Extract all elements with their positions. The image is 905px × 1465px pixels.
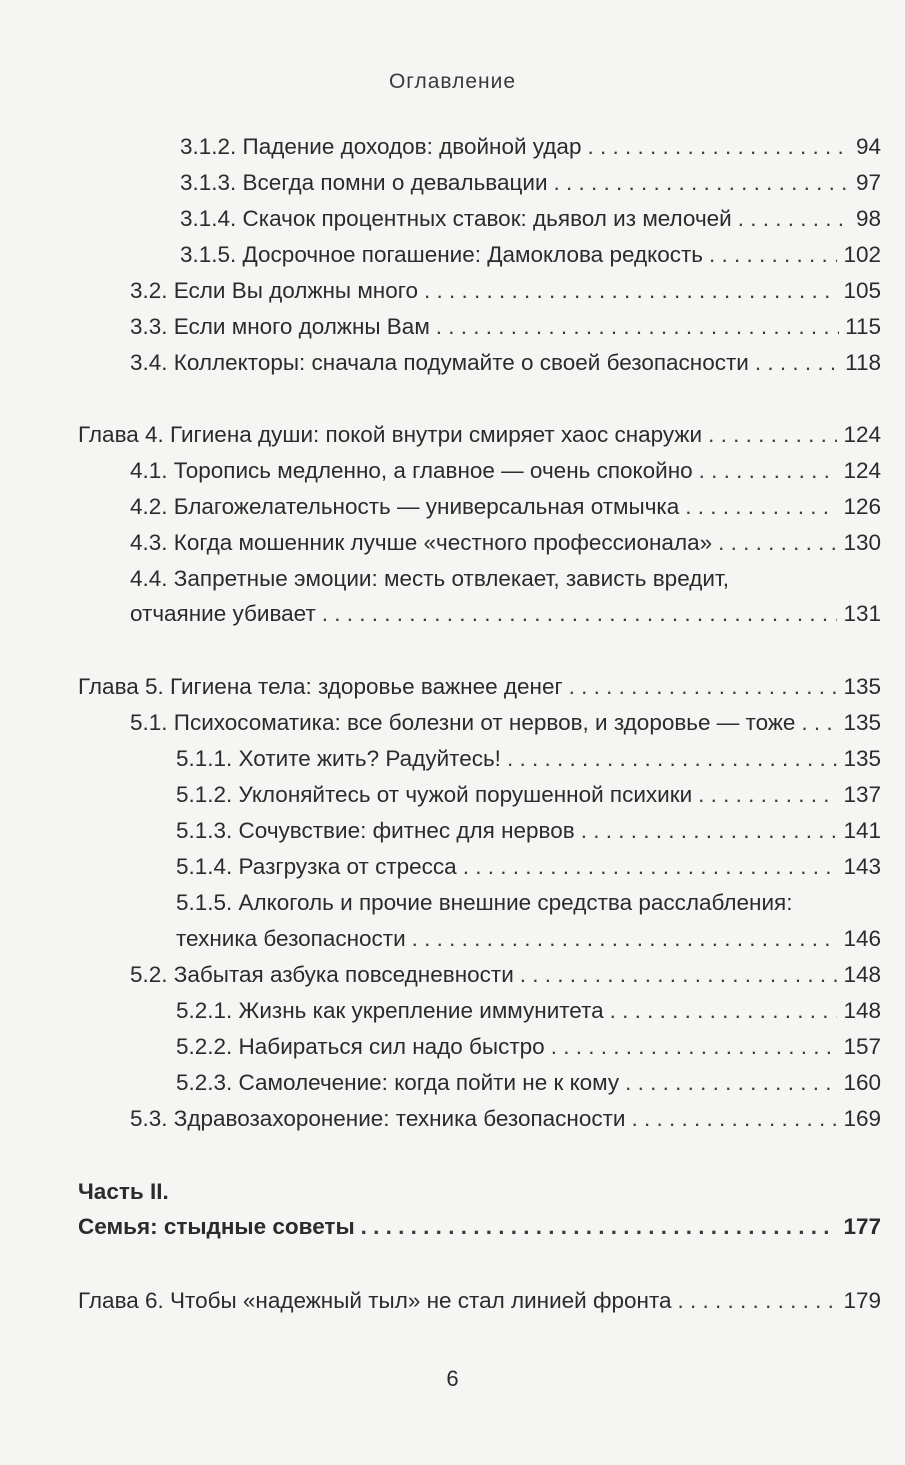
dot-leader (412, 923, 838, 955)
toc-entry-title: Семья: стыдные советы (78, 1214, 355, 1239)
toc-entry (176, 995, 881, 1027)
toc-entry (176, 923, 881, 955)
dot-leader (755, 347, 839, 379)
toc-entry-page: 94 (855, 134, 881, 159)
toc-entry-page: 148 (843, 998, 881, 1023)
toc-entry-page: 98 (855, 206, 881, 231)
dot-leader (463, 851, 838, 883)
toc-entry (180, 167, 881, 199)
toc-entry-title: 3.1.3. Всегда помни о девальвации (180, 170, 548, 195)
toc-entry (130, 491, 881, 523)
dot-leader (708, 419, 837, 451)
dot-leader (801, 707, 837, 739)
toc-entry (176, 1067, 881, 1099)
toc-entry (176, 743, 881, 775)
dot-leader (569, 671, 838, 703)
toc-entry-title: 3.1.4. Скачок процентных ставок: дьявол из мелочей (180, 206, 732, 231)
toc-entry (176, 1031, 881, 1063)
toc-entry-page: 97 (855, 170, 881, 195)
toc-entry-page: 177 (843, 1214, 881, 1239)
toc-entry-title: 3.1.2. Падение доходов: двойной удар (180, 134, 582, 159)
toc-entry-page: 148 (843, 962, 881, 987)
toc-entry-page: 130 (843, 530, 881, 555)
toc-entry-page: 135 (843, 746, 881, 771)
toc-entry-title: Глава 6. Чтобы «надежный тыл» не стал линией фронта (78, 1288, 672, 1313)
toc-entry-page: 141 (843, 818, 881, 843)
toc-entry (130, 959, 881, 991)
toc-entry-title: 3.2. Если Вы должны много (130, 278, 418, 303)
toc-entry-title-line1: 5.1.5. Алкоголь и прочие внешние средства расслабления: (176, 890, 793, 915)
toc-entry-page: 179 (843, 1288, 881, 1313)
toc-entry-title: 5.1.2. Уклоняйтесь от чужой порушенной психики (176, 782, 693, 807)
toc-entry-page: 135 (843, 674, 881, 699)
dot-leader (554, 167, 850, 199)
dot-leader (581, 815, 838, 847)
toc-entry-title: 5.3. Здравозахоронение: техника безопасности (130, 1106, 626, 1131)
toc-chapter-entry (78, 671, 881, 703)
toc-entry (130, 455, 881, 487)
dot-leader (361, 1211, 838, 1243)
toc-entry-page: 102 (843, 242, 881, 267)
toc-entry-page: 126 (843, 494, 881, 519)
dot-leader (322, 598, 838, 630)
toc-entry-page: 115 (845, 314, 881, 339)
toc-entry-title: 5.2.1. Жизнь как укрепление иммунитета (176, 998, 604, 1023)
dot-leader (738, 203, 850, 235)
toc-chapter-entry (78, 1285, 881, 1317)
toc-entry-title: 4.2. Благожелательность — универсальная отмычка (130, 494, 680, 519)
toc-entry (176, 815, 881, 847)
toc-entry-page: 169 (843, 1106, 881, 1131)
part-heading: Часть II. (78, 1179, 169, 1204)
toc-entry-title-line1: 4.4. Запретные эмоции: месть отвлекает, зависть вредит, (130, 566, 729, 591)
dot-leader (698, 779, 837, 811)
dot-leader (625, 1067, 837, 1099)
toc-entry-title: 5.2.2. Набираться сил надо быстро (176, 1034, 545, 1059)
toc-entry-title: 4.1. Торопись медленно, а главное — очень спокойно (130, 458, 693, 483)
dot-leader (507, 743, 838, 775)
dot-leader (699, 455, 838, 487)
toc-entry-page: 137 (843, 782, 881, 807)
toc-part-entry (78, 1211, 881, 1243)
toc-entry-page: 118 (845, 350, 881, 375)
toc-entry-title: Глава 5. Гигиена тела: здоровье важнее денег (78, 674, 563, 699)
toc-entry-title-line2: отчаяние убивает (130, 601, 316, 626)
dot-leader (685, 491, 837, 523)
toc-entry (176, 851, 881, 883)
dot-leader (678, 1285, 838, 1317)
toc-entry-title: 4.3. Когда мошенник лучше «честного профессионала» (130, 530, 713, 555)
toc-entry (130, 311, 881, 343)
toc-entry (180, 239, 881, 271)
toc-entry-title: 5.1. Психосоматика: все болезни от нервов, и здоровье — тоже (130, 710, 796, 735)
toc-entry-title: 3.3. Если много должны Вам (130, 314, 430, 339)
dot-leader (631, 1103, 837, 1135)
running-title: Оглавление (388, 70, 517, 93)
dot-leader (520, 959, 838, 991)
toc-entry-title: Глава 4. Гигиена души: покой внутри смиряет хаос снаружи (78, 422, 703, 447)
toc-entry-page: 135 (843, 710, 881, 735)
toc-entry-title: 5.1.1. Хотите жить? Радуйтесь! (176, 746, 501, 771)
toc-entry-page: 124 (843, 422, 881, 447)
toc-entry-title: 3.4. Коллекторы: сначала подумайте о своей безопасности (130, 350, 749, 375)
toc-entry-title: 5.2.3. Самолечение: когда пойти не к кому (176, 1070, 620, 1095)
toc-entry (130, 598, 881, 630)
toc-entry-title: 5.1.3. Сочувствие: фитнес для нервов (176, 818, 575, 843)
toc-entry-title: 3.1.5. Досрочное погашение: Дамоклова редкость (180, 242, 703, 267)
toc-entry (176, 779, 881, 811)
dot-leader (587, 131, 850, 163)
toc-entry (130, 347, 881, 379)
toc-entry-title-line2: техника безопасности (176, 926, 406, 951)
dot-leader (551, 1031, 838, 1063)
toc-entry-page: 131 (843, 601, 881, 626)
toc-entry-page: 157 (843, 1034, 881, 1059)
toc-entry-page: 160 (843, 1070, 881, 1095)
toc-entry-page: 124 (843, 458, 881, 483)
toc-chapter-entry (78, 419, 881, 451)
toc-entry (180, 131, 881, 163)
toc-entry (180, 203, 881, 235)
toc-entry-page: 105 (843, 278, 881, 303)
toc-entry-page: 146 (843, 926, 881, 951)
toc-entry-title: 5.2. Забытая азбука повседневности (130, 962, 514, 987)
dot-leader (718, 527, 837, 559)
toc-entry (130, 1103, 881, 1135)
toc-entry-title: 5.1.4. Разгрузка от стресса (176, 854, 457, 879)
dot-leader (709, 239, 837, 271)
dot-leader (424, 275, 837, 307)
page-number: 6 (446, 1366, 459, 1391)
dot-leader (436, 311, 839, 343)
toc-entry (130, 527, 881, 559)
dot-leader (610, 995, 838, 1027)
toc-entry (130, 275, 881, 307)
toc-entry (130, 707, 881, 739)
toc-entry-page: 143 (843, 854, 881, 879)
